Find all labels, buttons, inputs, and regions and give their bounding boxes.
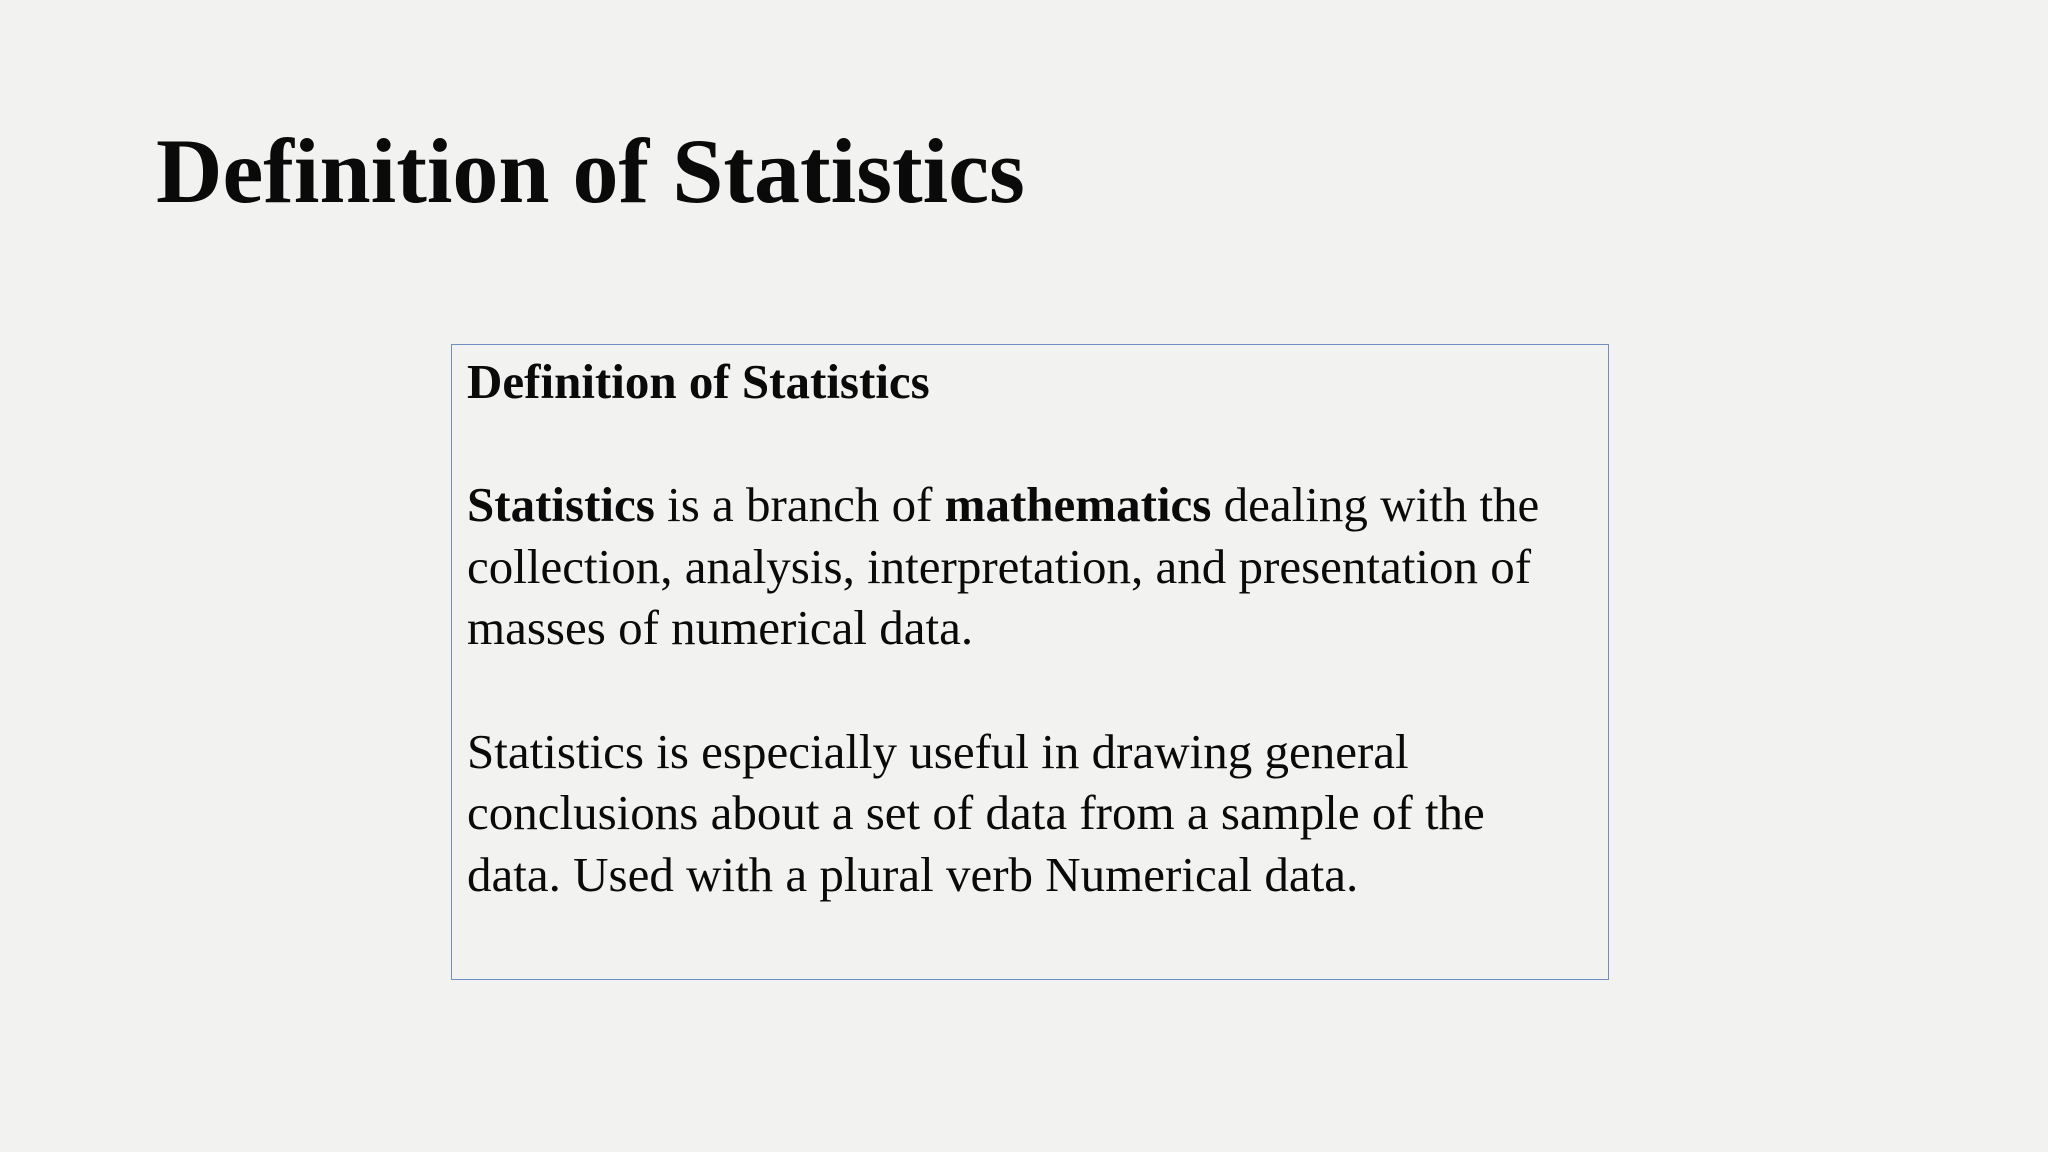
slide-title: Definition of Statistics <box>156 120 1025 222</box>
box-heading: Definition of Statistics <box>467 354 930 409</box>
term-statistics: Statistics <box>467 477 655 532</box>
usage-line-1: Statistics is especially useful in drawing general <box>467 723 1409 779</box>
definition-line-2: collection, analysis, interpretation, and presentation of <box>467 538 1532 594</box>
definition-text-b: dealing with the <box>1211 477 1540 532</box>
usage-line-3: data. Used with a plural verb Numerical data. <box>467 846 1359 902</box>
usage-line-2: conclusions about a set of data from a sample of the <box>467 785 1485 840</box>
usage-paragraph <box>467 721 1594 906</box>
definition-text-box <box>451 344 1609 980</box>
definition-line-1 <box>467 474 1594 536</box>
definition-text-a: is a branch of <box>654 477 945 532</box>
definition-paragraph <box>467 474 1594 659</box>
term-mathematics: mathematics <box>944 477 1212 532</box>
definition-line-3: masses of numerical data. <box>467 600 974 655</box>
paragraph-spacer <box>467 412 1594 474</box>
paragraph-spacer <box>467 659 1594 721</box>
